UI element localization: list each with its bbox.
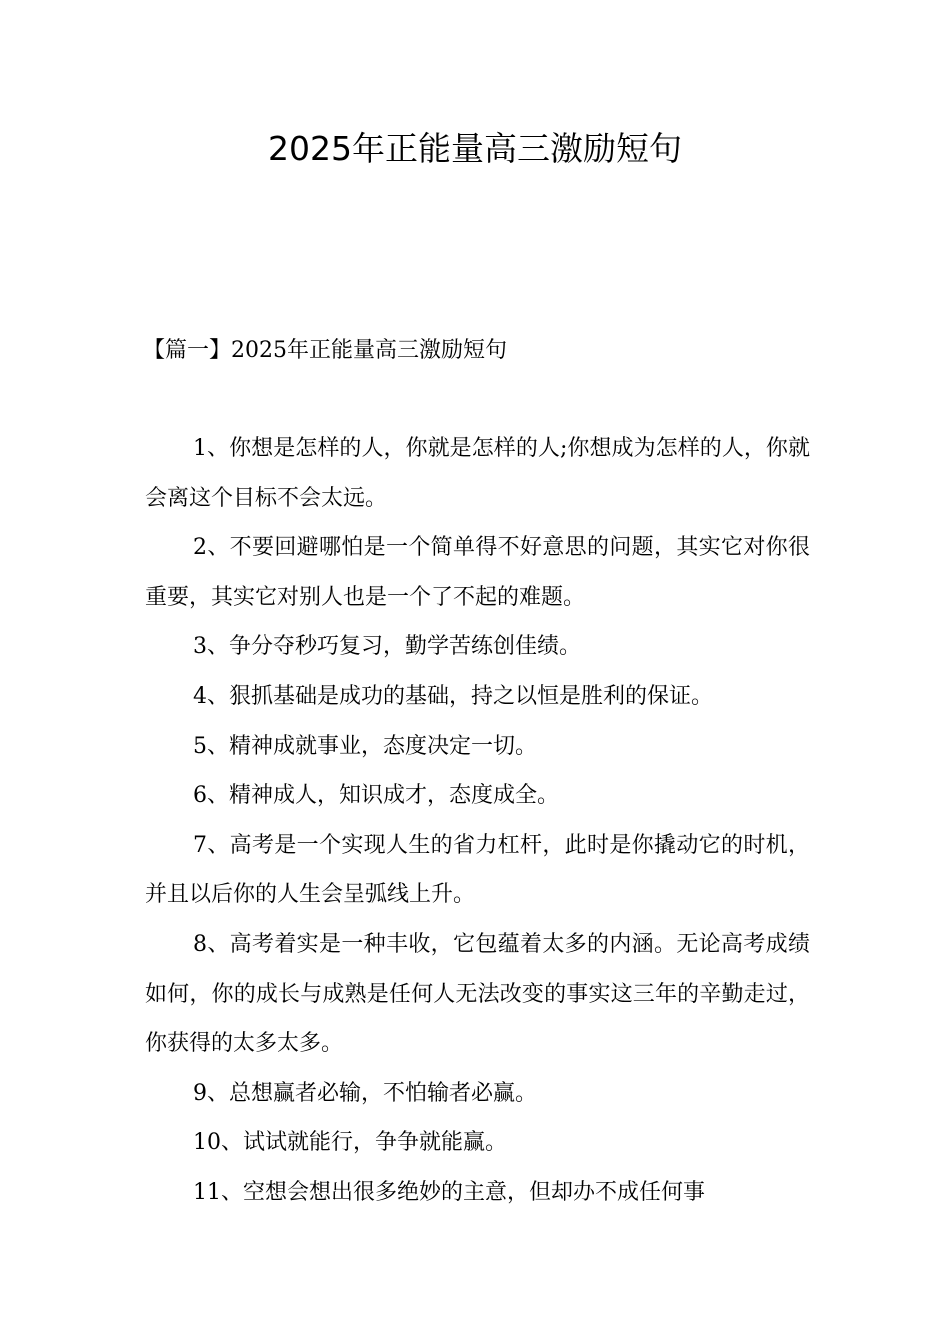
paragraph-5: 5、精神成就事业，态度决定一切。 [193,733,537,759]
paragraph-8: 8、高考着实是一种丰收，它包蕴着太多的内涵。无论高考成绩如何，你的成长与成熟是任何人无法改变的事实这三年的辛勤走过，你获得的太多太多。 [145,931,810,1057]
paragraph-6: 6、精神成人，知识成才，态度成全。 [193,783,559,809]
paragraph-7: 7、高考是一个实现人生的省力杠杆，此时是你撬动它的时机，并且以后你的人生会呈弧线上升。 [145,832,810,908]
paragraph-2: 2、不要回避哪怕是一个简单得不好意思的问题，其实它对你很重要，其实它对别人也是一个了不起的难题。 [145,535,810,610]
paragraph-9: 9、总想赢者必输，不怕输者必赢。 [193,1080,537,1106]
paragraph-1: 1、你想是怎样的人，你就是怎样的人;你想成为怎样的人，你就会离这个目标不会太远。 [145,436,810,511]
paragraph-11: 11、空想会想出很多绝妙的主意，但却办不成任何事 [193,1179,705,1205]
paragraph-3: 3、争分夺秒巧复习，勤学苦练创佳绩。 [193,634,581,660]
document-body [145,424,810,1218]
section-heading: 【篇一】2025年正能量高三激励短句 [143,338,507,363]
document-title: 2025年正能量高三激励短句 [268,129,682,168]
paragraph-10: 10、试试就能行，争争就能赢。 [193,1130,507,1156]
paragraph-4: 4、狠抓基础是成功的基础，持之以恒是胜利的保证。 [193,683,713,709]
